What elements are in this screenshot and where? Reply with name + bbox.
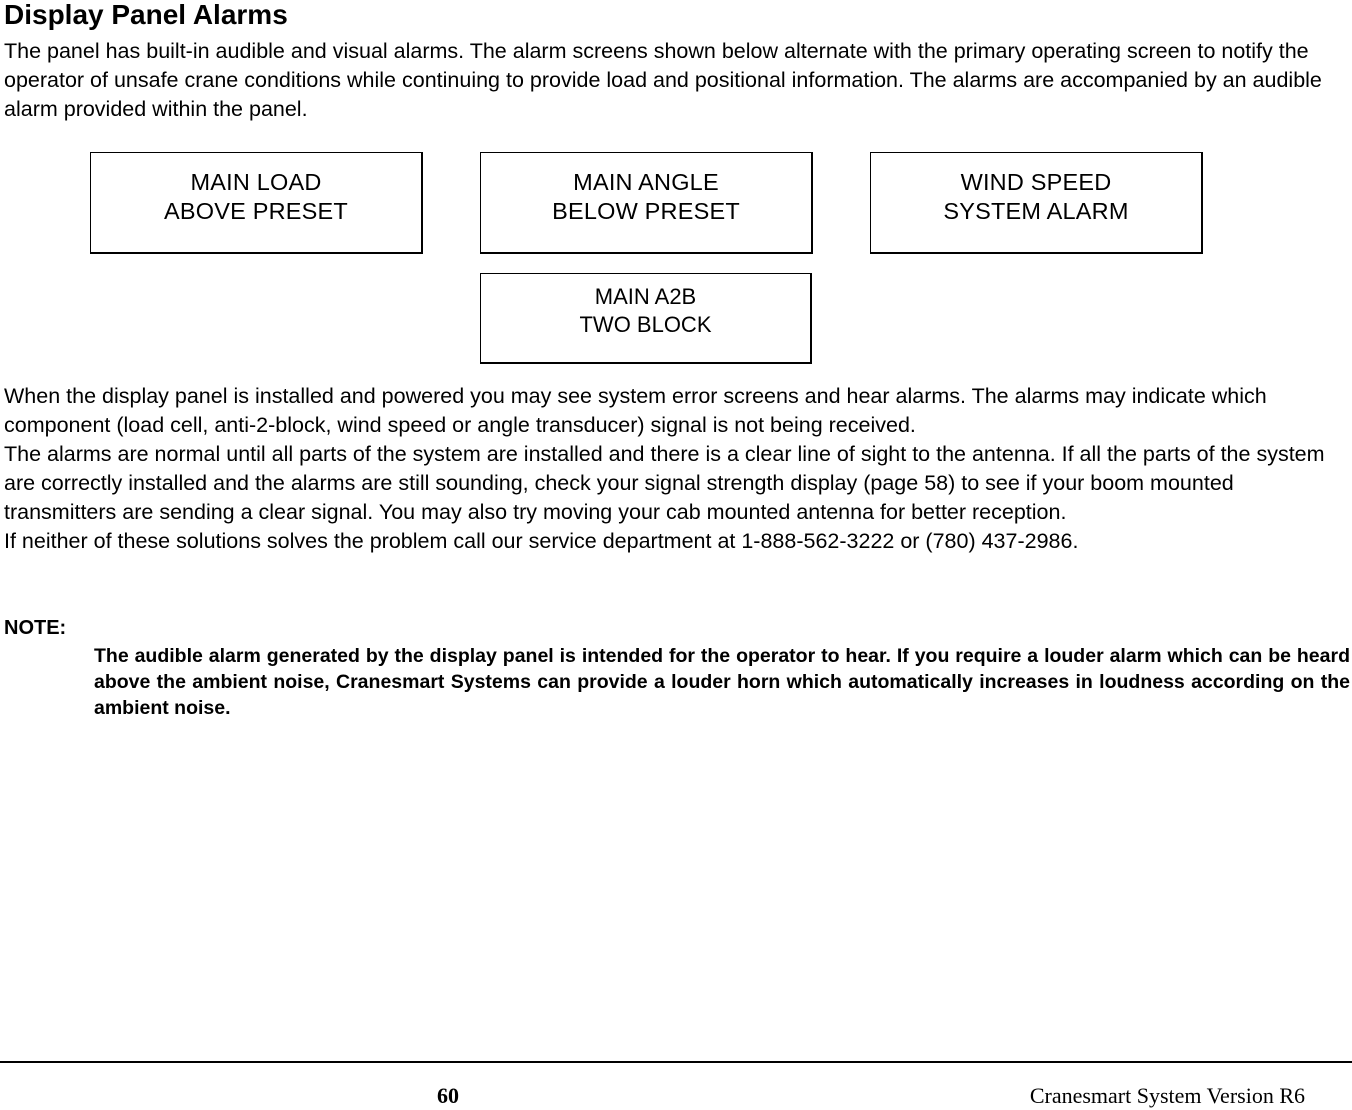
page-number: 60 xyxy=(437,1083,459,1108)
alarm-screen-line-2: BELOW PRESET xyxy=(552,198,740,224)
note-label: NOTE: xyxy=(4,617,67,639)
document-version: Cranesmart System Version R6 xyxy=(1029,1083,1305,1108)
body-text xyxy=(4,382,1348,556)
alarm-screen-wind-speed xyxy=(870,152,1203,254)
alarm-screen-line-1: MAIN LOAD xyxy=(190,169,322,195)
body-paragraph-1: When the display panel is installed and powered you may see system error screens and hear alarms. The alarms may indicate which component (load cell, anti-2-block, wind speed or angle transducer) signal is not being received. xyxy=(4,384,1267,437)
body-paragraph-2: The alarms are normal until all parts of the system are installed and there is a clear line of sight to the antenna. If all the parts of the system are correctly installed and the alarms are still sounding, check your signal strength display (page 58) to see if your boom mounted transmitters are sending a clear signal. You may also try moving your cab mounted antenna for better reception. xyxy=(4,442,1325,524)
alarm-screen-main-load xyxy=(90,152,423,254)
note-text: The audible alarm generated by the display panel is intended for the operator to hear. If you require a louder alarm which can be heard above the ambient noise, Cranesmart Systems can provide a louder horn which automatically increases in loudness according on the ambient noise. xyxy=(94,645,1350,719)
alarm-screen-main-angle xyxy=(480,152,813,254)
alarm-screen-line-1: MAIN ANGLE xyxy=(573,169,719,195)
alarm-screen-line-2: ABOVE PRESET xyxy=(164,198,348,224)
page-title: Display Panel Alarms xyxy=(4,0,288,30)
body-paragraph-3: If neither of these solutions solves the problem call our service department at 1-888-562-3222 or (780) 437-2986. xyxy=(4,529,1079,553)
intro-paragraph: The panel has built-in audible and visual alarms. The alarm screens shown below alternate with the primary operating screen to notify the operator of unsafe crane conditions while continuing to provide load and positional information. The alarms are accompanied by an audible alarm provided within the panel. xyxy=(4,39,1322,121)
alarm-screen-line-2: SYSTEM ALARM xyxy=(943,198,1129,224)
alarm-screen-line-2: TWO BLOCK xyxy=(579,312,712,337)
footer-divider xyxy=(0,1061,1352,1063)
alarm-screen-line-1: MAIN A2B xyxy=(594,284,697,309)
alarm-screen-line-1: WIND SPEED xyxy=(960,169,1112,195)
alarm-screen-main-a2b xyxy=(480,273,812,364)
